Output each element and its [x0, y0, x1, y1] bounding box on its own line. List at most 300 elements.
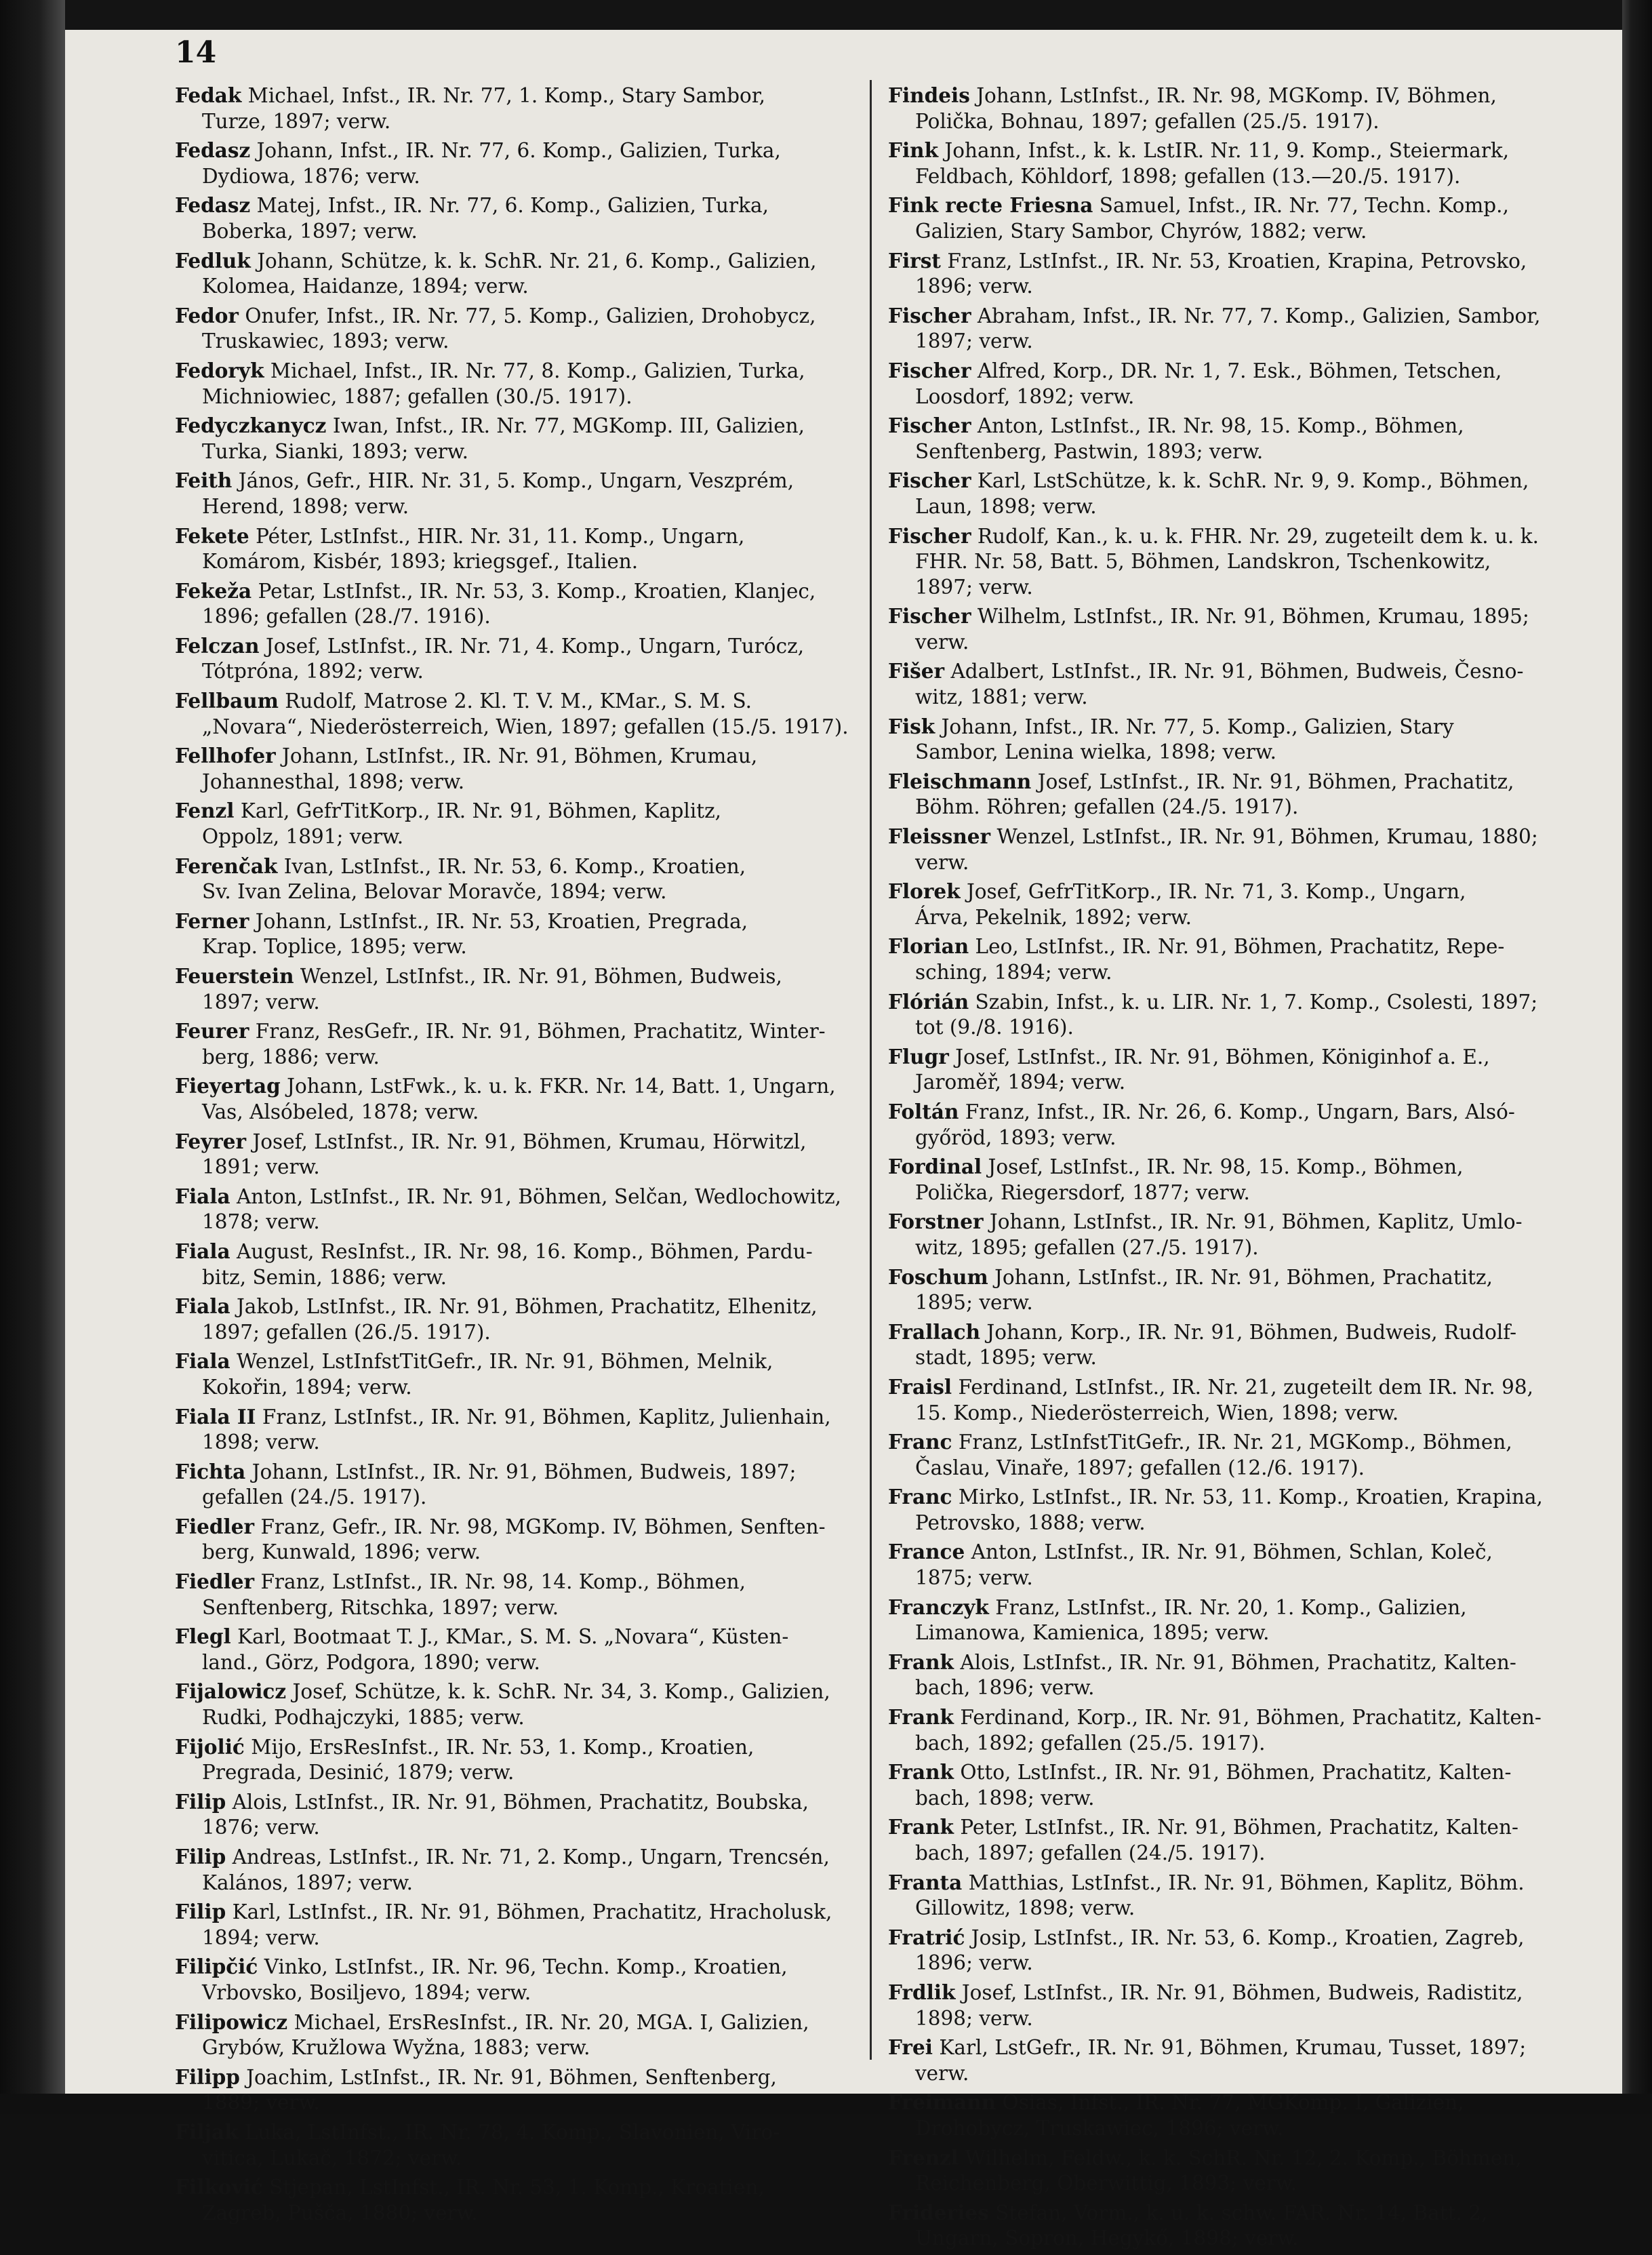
entry-text: Mijo, ErsResInfst., IR. Nr. 53, 1. Komp., Kroatien, [244, 1735, 754, 1759]
entry-text: Johann, Korp., IR. Nr. 91, Böhmen, Budweis, Rudolf- [980, 1320, 1517, 1344]
column-divider [870, 80, 872, 2060]
entry-line [888, 1814, 1579, 1841]
entry-text: Petar, LstInfst., IR. Nr. 53, 3. Komp., Kroatien, Klanjec, [251, 579, 816, 603]
entry-text: 1896; verw. [915, 275, 1033, 298]
entry-line [175, 1624, 860, 1650]
entry-text: Franz, LstInfst., IR. Nr. 20, 1. Komp., Galizien, [988, 1595, 1467, 1619]
entry-surname: Fichta [175, 1459, 246, 1483]
entry-text: Ferdinand, LstInfst., IR. Nr. 21, zugeteilt dem IR. Nr. 98, [952, 1375, 1534, 1399]
entry-text: Johann, LstInfst., IR. Nr. 91, Böhmen, Budweis, 1897; [245, 1460, 797, 1483]
entry-line [888, 1319, 1579, 1346]
entry-surname: Filković [175, 2175, 263, 2199]
entry-surname: Fischer [888, 604, 971, 628]
entry-surname: Fišer [888, 659, 945, 683]
register-entry [175, 1789, 860, 1841]
entry-text: Péter, LstInfst., HIR. Nr. 31, 11. Komp., Ungarn, [249, 524, 745, 548]
entry-text: Sambor, Lenina wielka, 1898; verw. [915, 740, 1277, 764]
entry-line [202, 990, 860, 1016]
entry-text: „Novara“, Niederösterreich, Wien, 1897; gefallen (15./5. 1917). [202, 715, 849, 738]
register-entry [175, 1349, 860, 1400]
entry-surname: Fischer [888, 303, 971, 327]
entry-surname: Ferner [175, 909, 249, 933]
register-entry [175, 83, 860, 134]
entry-text: Gillowitz, 1898; verw. [915, 1896, 1135, 1920]
entry-text: 1897; gefallen (26./5. 1917). [202, 1320, 491, 1344]
entry-text: Johann, LstFwk., k. u. k. FKR. Nr. 14, Batt. 1, Ungarn, [280, 1075, 836, 1098]
entry-line [202, 824, 860, 850]
entry-text: 1891; verw. [202, 1155, 320, 1179]
entry-line [915, 2116, 1579, 2142]
entry-line [202, 109, 860, 135]
entry-line [202, 1925, 860, 1951]
entry-text: Franz, Gefr., IR. Nr. 98, MGKomp. IV, Böhmen, Senften- [254, 1515, 826, 1538]
register-entry [175, 193, 860, 244]
entry-text: Zagreb, Pušča, 1880; verw. [202, 2201, 478, 2224]
entry-surname: Fedasz [175, 193, 251, 218]
register-entry [888, 1870, 1579, 1921]
entry-line [888, 1925, 1579, 1951]
entry-surname: Franta [888, 1870, 963, 1894]
register-entry [888, 989, 1579, 1041]
entry-text: Árva, Pekelnik, 1892; verw. [915, 905, 1192, 929]
entry-line [915, 850, 1579, 876]
register-entry [175, 468, 860, 519]
entry-text: Anton, LstInfst., IR. Nr. 91, Böhmen, Schlan, Koleč, [965, 1540, 1493, 1564]
entry-surname: Fiala II [175, 1404, 256, 1429]
entry-surname: Florek [888, 879, 961, 904]
register-entry [888, 1319, 1579, 1371]
entry-line [915, 1235, 1579, 1261]
entry-text: Kolomea, Haidanze, 1894; verw. [202, 275, 529, 298]
entry-text: Laun, 1898; verw. [915, 494, 1097, 518]
entry-text: Johann, Infst., IR. Nr. 77, 6. Komp., Galizien, Turka, [250, 139, 781, 163]
entry-line [888, 358, 1579, 384]
entry-line [915, 274, 1579, 300]
entry-line [175, 963, 860, 990]
register-entry [175, 633, 860, 685]
entry-line [202, 2090, 860, 2116]
entry-text: Johannesthal, 1898; verw. [202, 770, 465, 793]
entry-line [915, 1786, 1579, 1812]
entry-surname: Feuerstein [175, 964, 294, 988]
entry-text: Karl, Bootmaat T. J., KMar., S. M. S. „Novara“, Küsten- [230, 1625, 789, 1649]
entry-text: Joachim, LstInfst., IR. Nr. 91, Böhmen, Senftenberg, [239, 2065, 777, 2089]
entry-text: 1897; verw. [915, 330, 1033, 353]
entry-text: Adalbert, LstInfst., IR. Nr. 91, Böhmen, Budweis, Česno- [944, 660, 1524, 683]
entry-line [175, 1239, 860, 1265]
entry-line [175, 1459, 860, 1485]
entry-line [175, 358, 860, 384]
entry-text: witz, 1881; verw. [915, 685, 1088, 709]
entry-text: bach, 1892; gefallen (25./5. 1917). [915, 1731, 1266, 1755]
entry-line [888, 1484, 1579, 1511]
entry-line [175, 633, 860, 660]
entry-surname: Fleissner [888, 824, 991, 849]
left-column [175, 83, 860, 2229]
entry-text: 15. Komp., Niederösterreich, Wien, 1898; verw. [915, 1401, 1399, 1424]
entry-surname: Freimann [888, 2090, 996, 2115]
entry-line [888, 2145, 1579, 2172]
entry-surname: Flugr [888, 1044, 949, 1069]
entry-surname: Foltán [888, 1099, 959, 1123]
entry-text: bach, 1897; gefallen (24./5. 1917). [915, 1841, 1266, 1864]
entry-line [888, 1044, 1579, 1071]
entry-text: 1898; verw. [915, 2006, 1033, 2030]
entry-line [202, 1375, 860, 1401]
entry-line [175, 303, 860, 330]
entry-line [175, 193, 860, 219]
register-entry [888, 934, 1579, 985]
entry-line [175, 1129, 860, 1155]
entry-text: Turka, Sianki, 1893; verw. [202, 439, 469, 463]
register-entry [888, 1539, 1579, 1591]
entry-line [175, 248, 860, 275]
register-entry [175, 1404, 860, 1456]
entry-text: Matej, Infst., IR. Nr. 77, 6. Komp., Galizien, Turka, [250, 194, 769, 218]
entry-text: Rudolf, Matrose 2. Kl. T. V. M., KMar., S. M. S. [278, 690, 752, 713]
entry-line [888, 1154, 1579, 1180]
entry-text: 1897; verw. [202, 990, 320, 1014]
entry-surname: Findeis [888, 83, 970, 107]
entry-line [202, 1650, 860, 1676]
entry-line [888, 2035, 1579, 2061]
entry-text: Johann, Infst., k. k. LstIR. Nr. 11, 9. Komp., Steiermark, [938, 139, 1510, 163]
entry-surname: Fiedler [175, 1570, 255, 1594]
entry-surname: Frank [888, 1705, 954, 1730]
entry-text: Szabin, Infst., k. u. LIR. Nr. 1, 7. Komp., Csolesti, 1897; [969, 990, 1538, 1014]
register-entry [888, 358, 1579, 410]
entry-line [888, 1539, 1579, 1565]
entry-line [202, 1485, 860, 1511]
entry-line [888, 2090, 1579, 2116]
register-entry [888, 468, 1579, 519]
entry-surname: Flegl [175, 1624, 231, 1649]
register-entry [175, 1239, 860, 1290]
entry-line [915, 630, 1579, 656]
entry-text: Jakob, LstInfst., IR. Nr. 91, Böhmen, Prachatitz, Elhenitz, [230, 1295, 818, 1319]
entry-surname: Filipčić [175, 1955, 258, 1979]
register-entry [175, 688, 860, 740]
entry-line [888, 934, 1579, 960]
entry-text: Josef, Schütze, k. k. SchR. Nr. 34, 3. Komp., Galizien, [286, 1680, 830, 1704]
entry-line [915, 1345, 1579, 1371]
entry-text: Karl, LstGefr., IR. Nr. 91, Böhmen, Krumau, Tusset, 1897; [932, 2036, 1527, 2060]
entry-text: Josef, LstInfst., IR. Nr. 71, 4. Komp., Ungarn, Turócz, [259, 634, 805, 658]
entry-surname: Fiala [175, 1294, 230, 1319]
entry-text: Iwan, Infst., IR. Nr. 77, MGKomp. III, Galizien, [326, 414, 805, 438]
entry-text: Johann, Infst., IR. Nr. 77, 5. Komp., Galizien, Stary [935, 715, 1454, 738]
entry-text: Josef, GefrTitKorp., IR. Nr. 71, 3. Komp., Ungarn, [960, 880, 1466, 904]
entry-line [202, 1760, 860, 1786]
entry-line [175, 854, 860, 880]
register-entry [175, 248, 860, 300]
register-entry [888, 1925, 1579, 1976]
entry-text: Grybów, Kružlowa Wyžna, 1883; verw. [202, 2036, 590, 2060]
entry-line [888, 83, 1579, 109]
entry-line [888, 603, 1579, 630]
entry-text: Franz, LstInfst., IR. Nr. 53, Kroatien, Krapina, Petrovsko, [940, 249, 1527, 273]
register-entry [175, 1899, 860, 1951]
entry-line [888, 879, 1579, 905]
register-entry [175, 1569, 860, 1620]
entry-text: Franz, Infst., IR. Nr. 26, 6. Komp., Ungarn, Bars, Alsó- [959, 1100, 1515, 1123]
register-entry [175, 1844, 860, 1896]
register-entry [888, 1759, 1579, 1811]
register-entry [175, 1129, 860, 1180]
entry-line [888, 989, 1579, 1016]
entry-surname: Frank [888, 1760, 954, 1784]
entry-line [202, 1210, 860, 1235]
entry-line [915, 219, 1579, 245]
entry-line [175, 909, 860, 935]
entry-surname: France [888, 1540, 965, 1564]
entry-text: bach, 1898; verw. [915, 1786, 1095, 1810]
entry-surname: Fijolić [175, 1734, 245, 1759]
register-entry [888, 413, 1579, 464]
entry-line [175, 468, 860, 494]
entry-surname: Filipp [175, 2064, 240, 2089]
entry-line [888, 1759, 1579, 1786]
entry-text: Josef, LstInfst., IR. Nr. 91, Böhmen, Prachatitz, [1031, 770, 1514, 793]
scan-border-left [0, 0, 65, 2114]
entry-text: FHR. Nr. 58, Batt. 5, Böhmen, Landskron, Tschenkowitz, [915, 550, 1491, 574]
register-entry [888, 1264, 1579, 1316]
register-entry [175, 523, 860, 575]
entry-text: Matthias, LstInfst., IR. Nr. 91, Böhmen, Kaplitz, Böhm. [962, 1871, 1525, 1894]
entry-line [915, 1841, 1579, 1867]
entry-line [915, 1620, 1579, 1646]
entry-text: Johann, LstInfst., IR. Nr. 53, Kroatien, Pregrada, [249, 909, 748, 933]
entry-text: 1896; verw. [915, 1951, 1033, 1975]
entry-text: Kokořin, 1894; verw. [202, 1375, 412, 1399]
entry-text: verw. [915, 850, 969, 874]
register-entry [175, 1294, 860, 1345]
register-entry [888, 1209, 1579, 1260]
entry-text: Luka, LstInfst., IR. Nr. 78, 4. Komp., Slavonien, Viro- [238, 2120, 780, 2144]
entry-line [175, 1569, 860, 1595]
register-entry [175, 2064, 860, 2116]
entry-line [888, 138, 1579, 164]
entry-line [175, 2174, 860, 2201]
entry-line [175, 1073, 860, 1100]
register-entry [175, 1459, 860, 1511]
entry-text: győröd, 1893; verw. [915, 1125, 1116, 1149]
entry-text: Galizien, Stary Sambor, Chyrów, 1882; verw. [915, 219, 1367, 243]
entry-text: Stefan, Vorm., k. u. k. schw. FAR. Nr. 14, Batt. 2, [988, 2201, 1488, 2224]
entry-text: Andreas, LstInfst., IR. Nr. 71, 2. Komp., Ungarn, Trencsén, [226, 1845, 830, 1869]
entry-line [888, 1980, 1579, 2006]
entry-surname: First [888, 248, 941, 273]
entry-line [202, 1705, 860, 1731]
entry-line [175, 1954, 860, 1980]
entry-line [915, 1731, 1579, 1757]
entry-line [202, 934, 860, 960]
entry-text: Michael, Infst., IR. Nr. 77, 8. Komp., Galizien, Turka, [264, 359, 805, 382]
entry-text: Johann, LstInfst., IR. Nr. 91, Böhmen, Prachatitz, [988, 1265, 1493, 1289]
entry-text: Tótpróna, 1892; verw. [202, 660, 424, 683]
entry-line [175, 2010, 860, 2036]
entry-line [175, 1734, 860, 1761]
register-entry [175, 1954, 860, 2005]
register-entry [888, 1154, 1579, 1205]
entry-line [202, 1595, 860, 1621]
entry-line [915, 1125, 1579, 1151]
entry-line [175, 1789, 860, 1816]
entry-text: Rudki, Podhajczyki, 1885; verw. [202, 1706, 525, 1730]
entry-line [888, 468, 1579, 494]
entry-surname: Felczan [175, 633, 260, 658]
entry-surname: Fenzl [175, 799, 235, 823]
entry-text: Josef, LstInfst., IR. Nr. 91, Böhmen, Budweis, Radistitz, [955, 1980, 1523, 2004]
entry-text: Senftenberg, Pastwin, 1893; verw. [915, 439, 1264, 463]
entry-line [202, 219, 860, 245]
entry-line [888, 1209, 1579, 1235]
entry-text: Truskawiec, 1893; verw. [202, 330, 449, 353]
register-entry [888, 1374, 1579, 1426]
entry-line [202, 1540, 860, 1565]
entry-text: Ungarn, Sopron, Hegykő, 1898; verw. [915, 2227, 1299, 2250]
entry-surname: Fiala [175, 1349, 230, 1374]
entry-surname: Fedluk [175, 248, 251, 273]
entry-line [202, 494, 860, 520]
entry-text: Mirko, LstInfst., IR. Nr. 53, 11. Komp., Kroatien, Krapina, [952, 1485, 1543, 1509]
entry-line [202, 2035, 860, 2061]
entry-surname: Filip [175, 1900, 226, 1924]
entry-line [202, 1155, 860, 1180]
entry-line [888, 658, 1579, 685]
register-entry [175, 1734, 860, 1786]
register-entry [175, 909, 860, 960]
entry-line [202, 2201, 860, 2227]
entry-text: Časlau, Vinaře, 1897; gefallen (12./6. 1917). [915, 1456, 1365, 1479]
entry-line [915, 575, 1579, 601]
entry-text: Böhm. Röhren; gefallen (24./5. 1917). [915, 795, 1299, 819]
entry-line [202, 549, 860, 575]
entry-text: Dydiowa, 1876; verw. [202, 164, 420, 188]
scan-border-right [1622, 0, 1652, 2114]
entry-text: Petrovsko, 1888; verw. [915, 1511, 1146, 1534]
entry-surname: Florian [888, 934, 969, 959]
entry-surname: Forstner [888, 1210, 984, 1234]
entry-text: tot (9./8. 1916). [915, 1016, 1074, 1039]
entry-surname: Fedyczkanycz [175, 414, 327, 438]
entry-text: verw. [915, 2061, 969, 2085]
entry-text: bitz, Semin, 1886; verw. [202, 1265, 447, 1289]
entry-line [888, 193, 1579, 219]
entry-text: Polička, Riegersdorf, 1877; verw. [915, 1180, 1250, 1204]
entry-line [915, 1511, 1579, 1536]
entry-text: Michael, Infst., IR. Nr. 77, 1. Komp., Stary Sambor, [241, 84, 766, 107]
entry-line [915, 1896, 1579, 1921]
entry-line [915, 2006, 1579, 2032]
entry-surname: Fedor [175, 303, 239, 327]
entry-line [888, 248, 1579, 275]
entry-surname: Filip [175, 1789, 226, 1814]
register-entry [888, 83, 1579, 134]
entry-text: Wenzel, LstInfst., IR. Nr. 91, Böhmen, Krumau, 1880; [990, 825, 1538, 849]
entry-text: Michniowiec, 1887; gefallen (30./5. 1917). [202, 384, 632, 408]
entry-text: witz, 1895; gefallen (27./5. 1917). [915, 1235, 1259, 1259]
entry-line [888, 769, 1579, 795]
entry-line [202, 1871, 860, 1896]
register-entry [888, 1980, 1579, 2031]
entry-text: Johann, Schütze, k. k. SchR. Nr. 21, 6. Komp., Galizien, [250, 249, 817, 273]
entry-text: Karl, LstSchütze, k. k. SchR. Nr. 9, 9. Komp., Böhmen, [971, 469, 1529, 493]
entry-text: Vrbovsko, Bosiljevo, 1894; verw. [202, 1980, 531, 2004]
entry-text: Polička, Bohnau, 1897; gefallen (25./5. 1917). [915, 109, 1379, 133]
entry-surname: Fiala [175, 1239, 230, 1263]
entry-text: Samuel, Infst., IR. Nr. 77, Techn. Komp., [1093, 194, 1509, 218]
entry-line [202, 1045, 860, 1071]
entry-surname: Fratrić [888, 1925, 965, 1949]
entry-surname: Fischer [888, 523, 971, 548]
entry-text: Abraham, Infst., IR. Nr. 77, 7. Komp., Galizien, Sambor, [971, 304, 1541, 327]
entry-line [202, 1320, 860, 1346]
entry-text: stadt, 1895; verw. [915, 1346, 1097, 1370]
entry-line [888, 1870, 1579, 1896]
entry-surname: Feurer [175, 1019, 249, 1043]
entry-surname: Fink [888, 138, 939, 163]
entry-text: Ivan, LstInfst., IR. Nr. 53, 6. Komp., Kroatien, [277, 854, 746, 878]
entry-text: Vinko, LstInfst., IR. Nr. 96, Techn. Komp., Kroatien, [258, 1955, 788, 1979]
entry-line [175, 798, 860, 824]
register-entry [175, 2174, 860, 2226]
entry-text: Peter, LstInfst., IR. Nr. 91, Böhmen, Prachatitz, Kalten- [953, 1816, 1518, 1839]
register-entry [175, 743, 860, 795]
register-entry [888, 1650, 1579, 1701]
register-entry [888, 248, 1579, 300]
entry-text: Otto, LstInfst., IR. Nr. 91, Böhmen, Prachatitz, Kalten- [953, 1761, 1512, 1784]
entry-line [915, 1565, 1579, 1591]
entry-surname: Fekete [175, 523, 249, 548]
entry-line [202, 1430, 860, 1456]
entry-text: sching, 1894; verw. [915, 961, 1112, 984]
entry-line [888, 1429, 1579, 1456]
register-entry [175, 578, 860, 630]
register-entry [888, 2035, 1579, 2086]
register-entry [175, 2010, 860, 2061]
entry-text: Michael, ErsResInfst., IR. Nr. 20, MGA. I, Galizien, [287, 2010, 809, 2034]
entry-surname: Frei [888, 2035, 933, 2060]
entry-surname: Foschum [888, 1264, 988, 1289]
entry-line [915, 439, 1579, 465]
register-entry [888, 1595, 1579, 1646]
entry-text: Oppolz, 1891; verw. [202, 825, 404, 849]
register-entry [888, 769, 1579, 820]
entry-text: Wenzel, LstInfstTitGefr., IR. Nr. 91, Böhmen, Melnik, [230, 1350, 773, 1374]
entry-line [175, 1514, 860, 1540]
entry-surname: Filipowicz [175, 2010, 288, 2034]
entry-text: 1889; verw. [202, 2091, 320, 2115]
entry-surname: Ferenčak [175, 854, 278, 878]
entry-surname: Feyrer [175, 1129, 247, 1153]
entry-line [915, 109, 1579, 135]
entry-line [888, 1099, 1579, 1125]
entry-text: 1876; verw. [202, 1816, 320, 1839]
entry-line [202, 715, 860, 740]
entry-line [202, 770, 860, 795]
register-entry [175, 303, 860, 355]
entry-line [915, 2061, 1579, 2087]
entry-line [175, 523, 860, 550]
entry-line [915, 795, 1579, 820]
entry-text: August, ResInfst., IR. Nr. 98, 16. Komp., Böhmen, Pardu- [230, 1239, 813, 1263]
entry-text: Anton, LstInfst., IR. Nr. 98, 15. Komp., Böhmen, [971, 414, 1464, 438]
register-entry [175, 854, 860, 905]
entry-text: Alois, LstInfst., IR. Nr. 91, Böhmen, Prachatitz, Boubska, [226, 1790, 809, 1814]
entry-surname: Franc [888, 1430, 952, 1454]
entry-surname: Fedasz [175, 138, 251, 163]
